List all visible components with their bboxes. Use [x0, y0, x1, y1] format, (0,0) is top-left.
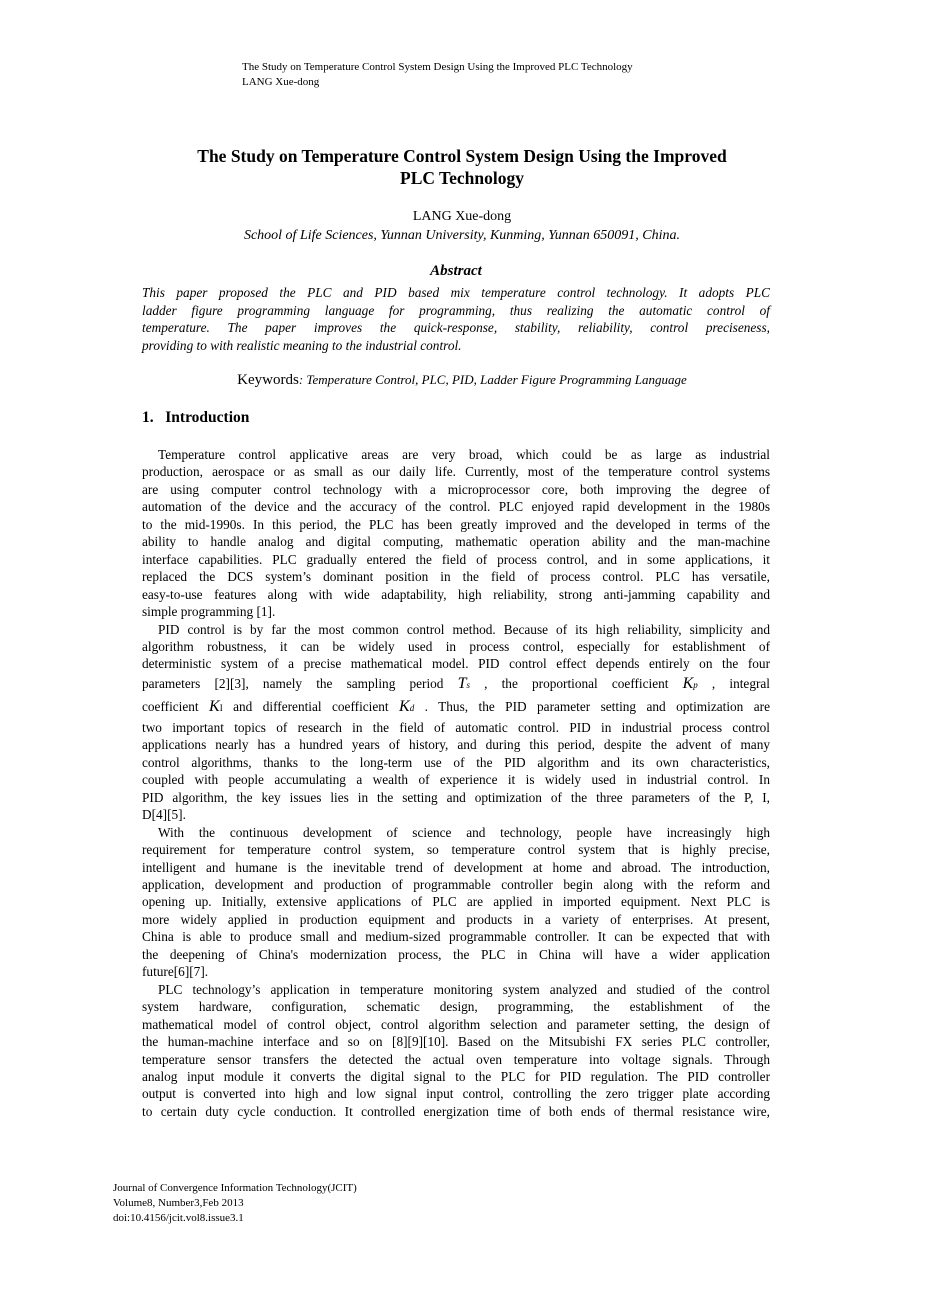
text-line: automation of the device and the accuracy of the control. PLC enjoyed rapid development in the 1980s: [142, 499, 770, 515]
text-line: With the continuous development of science and technology, people have increasingly high: [158, 824, 770, 840]
text-line: opening up. Initially, extensive applications of PLC are applied in imported equipment. Next PLC is: [142, 894, 770, 910]
text-line: [142, 673, 770, 696]
abstract-line: This paper proposed the PLC and PID based mix temperature control technology. It adopts PLC: [142, 285, 770, 300]
keywords-label: Keywords: [237, 372, 299, 388]
text-line: temperature sensor transfers the detected the actual oven temperature into voltage signals. Through: [142, 1051, 770, 1067]
introduction-body: [142, 446, 770, 1120]
paper-title: [142, 145, 782, 189]
text-line: future[6][7].: [142, 964, 209, 980]
text-line: two important topics of research in the field of automatic control. PID in industrial process control: [142, 719, 770, 735]
math-symbol: s: [466, 679, 471, 690]
math-symbol: K: [399, 697, 410, 715]
text-line: intelligent and humane is the inevitable trend of development at home and abroad. The introduction,: [142, 859, 770, 875]
text-line: analog input module it converts the digital signal to the PLC for PID regulation. The PID controller: [142, 1068, 770, 1084]
section-title: Introduction: [165, 409, 250, 426]
text-line: coupled with people accumulating a wealth of experience it is widely used in industrial control. In: [142, 772, 770, 788]
text-line: to certain duty cycle conduction. It controlled energization time of both ends of thermal resistance wire,: [142, 1103, 770, 1119]
text-line: control algorithms, thanks to the long-term use of the PID algorithm and its own characteristics,: [142, 754, 770, 770]
text-line: simple programming [1].: [142, 604, 276, 620]
author-name: LANG Xue-dong: [412, 209, 512, 224]
abstract-line: temperature. The paper improves the quick-response, stability, reliability, control preciseness,: [142, 320, 770, 335]
text-line: PLC technology’s application in temperature monitoring system analyzed and studied of the control: [158, 981, 770, 997]
text-line: production, aerospace or as small as our daily life. Currently, most of the temperature control systems: [142, 464, 770, 480]
keywords-text: Temperature Control, PLC, PID, Ladder Figure Programming Language: [303, 372, 687, 387]
text-line: interface capabilities. PLC gradually entered the field of process control, and in some applications, it: [142, 551, 770, 567]
abstract-heading: Abstract: [430, 263, 482, 279]
footer-doi: doi:10.4156/jcit.vol8.issue3.1: [113, 1212, 244, 1224]
text-segment: and differential coefficient: [222, 698, 400, 714]
text-line: system hardware, configuration, schematic design, programming, the establishment of the: [142, 999, 770, 1015]
text-line: ability to handle analog and digital computing, mathematic operation ability and the man-machine: [142, 534, 770, 550]
running-header-title: The Study on Temperature Control System Design Using the Improved PLC Technology: [242, 61, 633, 73]
text-line: are using computer control technology with a microprocessor core, both improving the degree of: [142, 481, 770, 497]
paragraph: [142, 621, 770, 824]
math-symbol: p: [693, 679, 698, 690]
text-line: Temperature control applicative areas are very broad, which could be as large as industrial: [158, 447, 770, 462]
math-symbol: T: [457, 674, 467, 692]
text-line: algorithm robustness, it can be widely used in process control, especially for establishment of: [142, 638, 770, 654]
text-line: [142, 696, 770, 719]
text-line: D[4][5].: [142, 807, 186, 823]
author-block: [142, 207, 782, 245]
math-symbol: I: [219, 702, 223, 713]
running-header: [242, 60, 633, 90]
math-symbol: K: [682, 674, 694, 692]
text-segment: . Thus, the PID parameter setting and optimization are: [414, 698, 770, 714]
text-line: requirement for temperature control system, so temperature control system that is highly precise,: [142, 842, 770, 858]
keywords-colon: :: [298, 372, 304, 387]
affiliation: School of Life Sciences, Yunnan University, Kunming, Yunnan 650091, China.: [243, 228, 681, 243]
text-segment: , integral: [697, 675, 770, 691]
footer-volume: Volume8, Number3,Feb 2013: [113, 1197, 244, 1209]
text-line: replaced the DCS system’s dominant position in the field of process control. PLC has versatile,: [142, 569, 770, 585]
text-line: easy-to-use features along with wide adaptability, high reliability, strong anti-jamming capability and: [142, 586, 770, 602]
text-line: application, development and production of programmable controller begin along with the reform and: [142, 876, 770, 892]
text-line: PID algorithm, the key issues lies in the setting and optimization of the three parameters of the P, I,: [142, 789, 770, 805]
text-line: PID control is by far the most common control method. Because of its high reliability, simplicity and: [158, 621, 770, 637]
paragraph: [142, 446, 770, 621]
math-symbol: K: [209, 697, 220, 715]
paragraph: [142, 824, 770, 981]
abstract-line: providing to with realistic meaning to the industrial control.: [142, 337, 462, 353]
text-line: output is converted into high and low signal input control, controlling the zero trigger plate according: [142, 1086, 770, 1102]
text-line: the deepening of China's modernization process, the PLC in China will have a wider application: [142, 946, 770, 962]
running-header-author: LANG Xue-dong: [242, 76, 320, 88]
section-number: 1.: [142, 409, 154, 426]
abstract-body: [142, 284, 770, 354]
math-symbol: d: [409, 702, 415, 713]
text-line: applications nearly has a hundred years of history, and during this period, despite the advent of many: [142, 737, 770, 753]
text-line: China is able to produce small and medium-sized programmable controller. It can be expected that with: [142, 929, 770, 945]
footer-journal: Journal of Convergence Information Technology(JCIT): [113, 1182, 357, 1194]
text-line: mathematical model of control object, control algorithm selection and parameter setting, the design of: [142, 1016, 770, 1032]
text-line: the human-machine interface and so on [8][9][10]. Based on the Mitsubishi FX series PLC controller,: [142, 1034, 770, 1050]
section-heading: [142, 409, 249, 427]
text-segment: , the proportional coefficient: [470, 675, 683, 691]
text-line: deterministic system of a precise mathematical model. PID control effect depends entirely on the four: [142, 656, 770, 672]
text-segment: parameters [2][3], namely the sampling period: [142, 675, 458, 691]
keywords: [142, 372, 782, 389]
paper-title-line-1: The Study on Temperature Control System Design Using the Improved: [197, 146, 727, 166]
paragraph: [142, 981, 770, 1121]
abstract-line: ladder figure programming language for programming, thus realizing the automatic control of: [142, 302, 770, 318]
paper-title-line-2: PLC Technology: [400, 168, 524, 188]
text-line: to the mid-1990s. In this period, the PLC has been greatly improved and the developed in terms of the: [142, 516, 770, 532]
text-line: more widely applied in production equipment and products in a variety of enterprises. At present,: [142, 911, 770, 927]
footer: [113, 1181, 357, 1226]
text-segment: coefficient: [142, 698, 210, 714]
